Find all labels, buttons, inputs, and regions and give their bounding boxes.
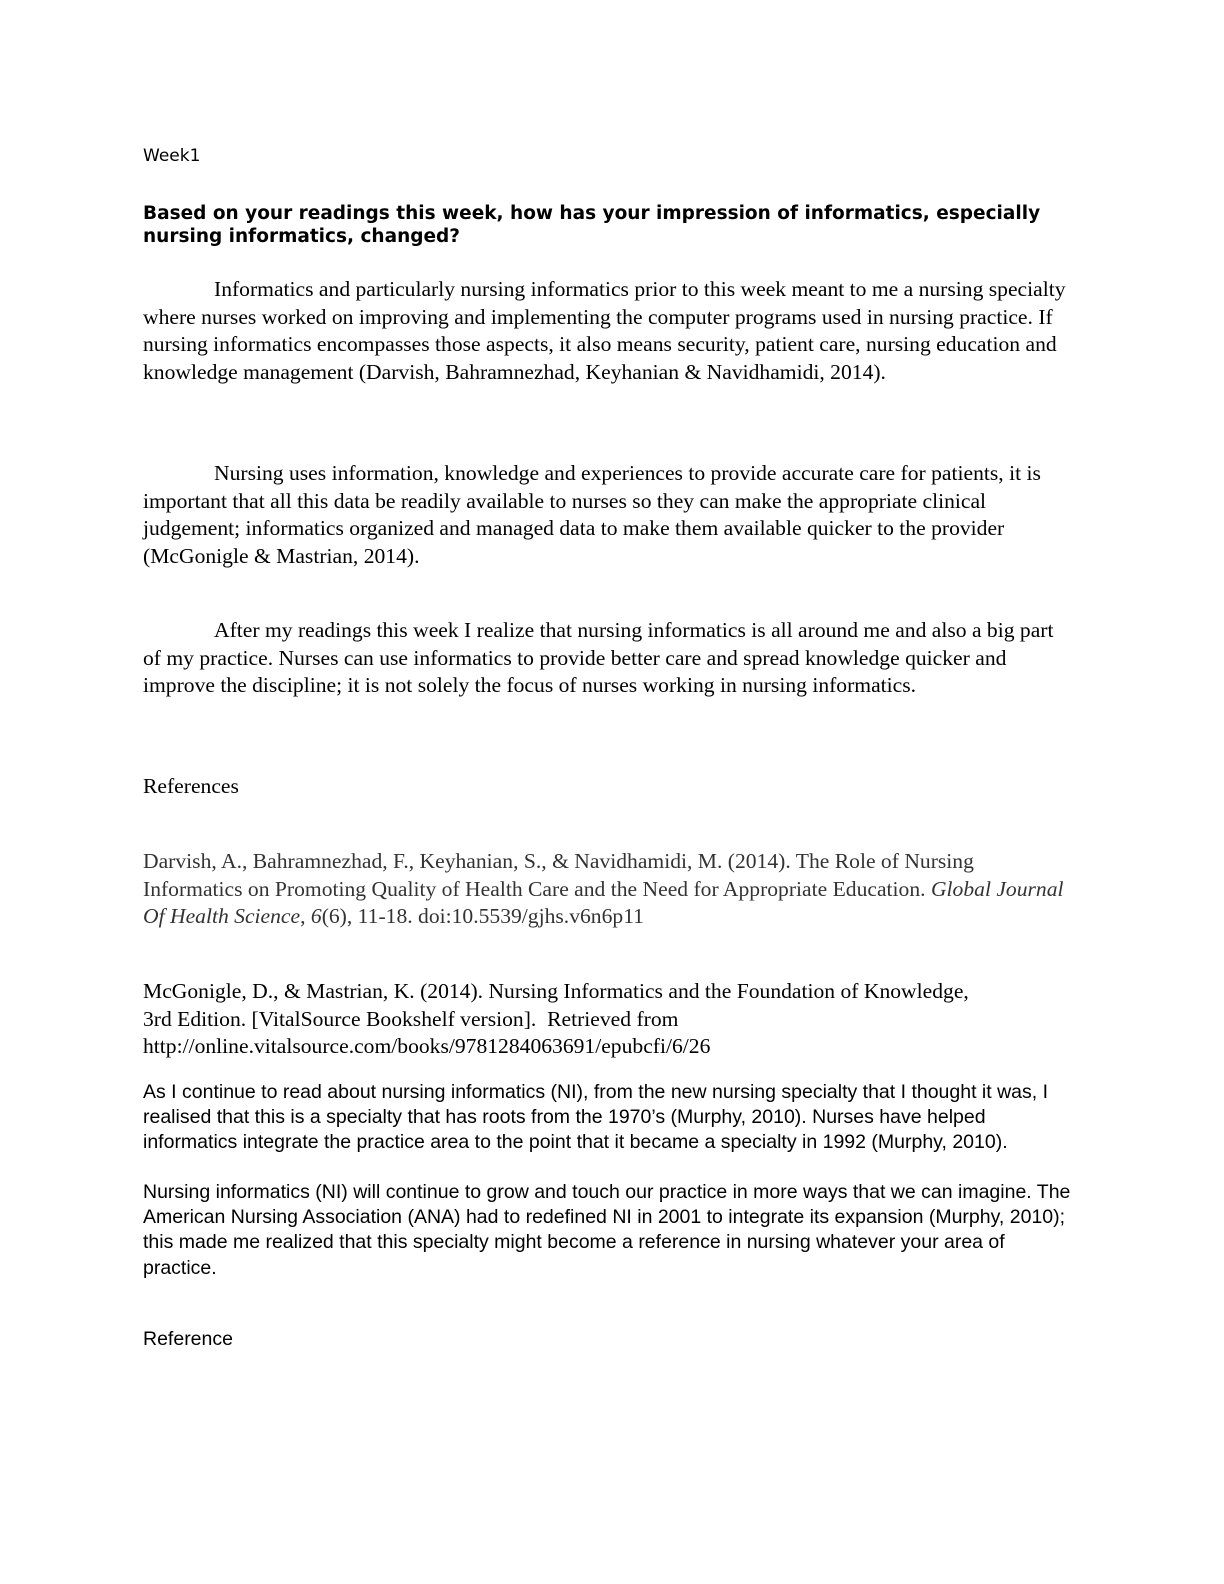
reference-darvish-separator: , [300, 904, 311, 928]
week-label: Week1 [143, 146, 201, 166]
body-paragraph-1: Informatics and particularly nursing informatics prior to this week meant to me a nursing specialty where nurses worked on improving and implementing the computer programs used in nursing practice. If nursing informatics encompasses those aspects, it also means security, patient care, nursing education and knowledge management (Darvish, Bahramnezhad, Keyhanian & Navidhamidi, 2014). [143, 277, 1066, 384]
references-heading: References [143, 774, 239, 798]
reference-darvish-journal: Global Journal Of Health Science [143, 876, 1064, 928]
reference-darvish-authors-title: Darvish, A., Bahramnezhad, F., Keyhanian, S., & Navidhamidi, M. (2014). The Role of Nursing Informatics on Promoting Quality of Health Care and the Need for Appropriate Education. [143, 849, 974, 901]
reference-mcgonigle-line-1: McGonigle, D., & Mastrian, K. (2014). Nursing Informatics and the Foundation of Knowledge, [143, 979, 969, 1003]
body-paragraph-3: After my readings this week I realize that nursing informatics is all around me and also a big part of my practice. Nurses can use informatics to provide better care and spread knowledge quicker and improve the discipline; it is not solely the focus of nurses working in nursing informatics. [143, 618, 1054, 697]
body-paragraph-2: Nursing uses information, knowledge and experiences to provide accurate care for patients, it is important that all this data be readily available to nurses so they can make the appropriate clinical judgement; informatics organized and managed data to make them available quicker to the provider (McGonigle & Mastrian, 2014). [143, 461, 1041, 568]
reference-darvish-volume: 6 [310, 904, 322, 928]
reference-heading-2: Reference [143, 1328, 233, 1350]
reference-mcgonigle [143, 978, 1073, 1061]
reference-darvish-rest: (6), 11-18. doi:10.5539/gjhs.v6n6p11 [321, 904, 644, 928]
discussion-question: Based on your readings this week, how has your impression of informatics, especially nursing informatics, changed? [143, 203, 1041, 247]
reference-mcgonigle-url: http://online.vitalsource.com/books/9781284063691/epubcfi/6/26 [143, 1034, 711, 1058]
body-paragraph-5: Nursing informatics (NI) will continue to grow and touch our practice in more ways that we can imagine. The American Nursing Association (ANA) had to redefined NI in 2001 to integrate its expansion (Murphy, 2010); this made me realized that this specialty might become a reference in nursing whatever your area of practice. [143, 1181, 1071, 1279]
body-paragraph-4: As I continue to read about nursing informatics (NI), from the new nursing specialty that I thought it was, I realised that this is a specialty that has roots from the 1970’s (Murphy, 2010). Nurses have helped informatics integrate the practice area to the point that it became a specialty in 1992 (Murphy, 2010). [143, 1081, 1049, 1154]
reference-darvish [143, 848, 1073, 931]
reference-mcgonigle-line-2: 3rd Edition. [VitalSource Bookshelf version]. Retrieved from [143, 1006, 679, 1031]
